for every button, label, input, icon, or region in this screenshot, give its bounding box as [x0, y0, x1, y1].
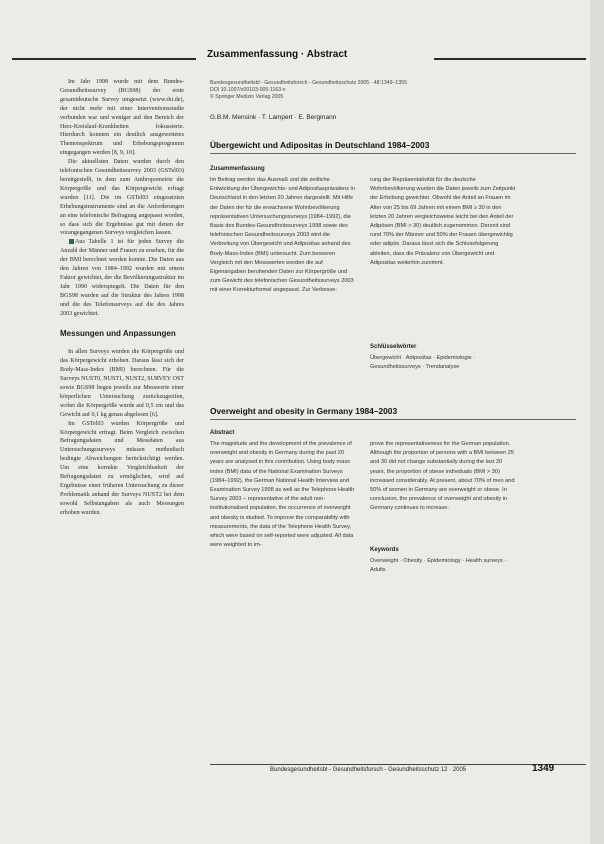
footer-rule — [210, 764, 586, 765]
keywords-label-german: Schlüsselwörter — [370, 344, 417, 350]
copyright-line: © Springer Medizin Verlag 2005 — [210, 94, 284, 100]
page-edge-shadow — [590, 0, 604, 844]
section-header-title: Zusammenfassung · Abstract — [205, 49, 429, 60]
body-paragraph-text: Aus Tabelle 1 ist für jeden Survey die Anzahl der Männer und Frauen zu ersehen, für die der BMI berechnet werden konnte. Die Daten aus den Jahren von 1984–1992 wurden mit einem Faktor gewichtet, der die Bevölkerungsstruktur im Jahr 1990 widerspiegelt. Die Daten für den BGS98 wurden auf die Struktur des Jahres 1998 und die des Telefonsurveys auf die des Jahres 2003 gewichtet. — [60, 239, 184, 317]
article-title-german: Übergewicht und Adipositas in Deutschland 1984–2003 — [210, 140, 430, 150]
body-paragraph — [60, 238, 184, 318]
abstract-text-column-1: The magnitude and the development of the prevalence of overweight and obesity in Germany during the past 20 years are analysed in this contribution. Using body mass index (BMI) data of the National Examination Surveys (1984–1992), the German National Health Interview and Examination Survey 1998 as well as the Telephone Health Survey 2003 – representative of the adult non-institutionalised population, the occurrence of overweight and obesity is studied. To improve the comparability with measurements, the data of the Telephone Health Survey, which were based on self-reported were adjusted. All data were weighted to im- — [210, 441, 355, 549]
keywords-english: Overweight · Obesity · Epidemiology · Health surveys · Adults — [370, 558, 507, 573]
section-heading: Messungen und Anpassungen — [60, 329, 176, 339]
keywords-german: Übergewicht · Adipositas · Epidemiologie · Gesundheitssurveys · Trendanalyse — [370, 355, 476, 370]
body-paragraph: Im GSTel03 wurden Körpergröße und Körpergewicht erfragt. Beim Vergleich zwischen Befragungsdaten und Messdaten aus Untersuchungssurveys müssen methodisch bedingte Abweichungen berücksichtigt werden. Um eine korrekte Vergleichbarkeit der Befragungsdaten zu ermöglichen, wird auf Ergebnisse einer früheren Untersuchung zu dieser Problematik anhand der Surveys NUST2 bei dem sowohl Selbstangaben als auch Messungen erhoben wurden. — [60, 420, 184, 516]
summary-text-column-2: rung der Repräsentativität für die deutsche Wohnbevölkerung wurden die Daten jeweils zum Zeitpunkt der Erhebung gewichtet. Obwohl der Anteil an Frauen im Alter von 25 bis 69 Jahren mit einem BMI ≥ 30 in den letzten 20 Jahren vergleichsweise leicht bei den Anteil der Adipösen (BMI > 30) deutlich zugenommen. Derzeit sind rund 70% der Männer und 50% der Frauen übergewichtig oder adipös. Daraus lässt sich die Schlussfolgerung ableiten, dass die Prävalenz von Übergewicht und Adipositas weiterhin zunimmt. — [370, 177, 516, 266]
abstract-label: Abstract — [210, 430, 235, 436]
keywords-label-english: Keywords — [370, 547, 399, 553]
abstract-text-column-2: prove the representativeness for the German population. Although the proportion of persons with a BMI between 25 and 30 did not change substantially during the last 20 years, the proportion of obese individuals (BMI > 30) increased considerably. At present, about 70% of men and 50% of women in Germany are overweight or obese. In conclusion, the prevalence of overweight and obesity in Germany continues to increase. — [370, 441, 515, 512]
page-number: 1349 — [532, 763, 555, 774]
body-paragraph: Die aktuellsten Daten wurden durch den telefonischen Gesundheitssurvey 2003 (GSTel03) bereitgestellt, in dem zum Anthropometrie die Körpergröße und das Körpergewicht erfragt wurden [11]. Die im GSTel03 eingesetzten Erhebungsinstrumente sind an die Anforderungen an eine telefonische Befragung angepasst worden, so dass sich die Ergebnisse gut mit denen der vorangegangenen Surveys vergleichen lassen. — [60, 159, 184, 237]
article-metadata — [210, 80, 470, 101]
article-authors: G.B.M. Mensink · T. Lampert · E. Bergmann — [210, 114, 337, 121]
table-reference-icon — [69, 239, 74, 244]
left-body-column — [60, 78, 184, 518]
footer-journal-name: Bundesgesundheitsbl - Gesundheitsforsch - Gesundheitsschutz 12 · 2005 — [270, 767, 467, 773]
body-paragraph: In allen Surveys wurden die Körpergröße und das Körpergewicht erhoben. Daraus lässt sich der Body-Mass-Index (BMI) berechnen. Für die Surveys NUST0, NUST1, NUST2, SURVEY OST sowie BGS98 liegen jeweils zur Messwerte einer körperlichen Untersuchung zurückzugreifen, wobei die Körpergröße wurde auf 0,5 cm und das Gewicht auf 0,1 kg genau abgelesen [6]. — [60, 349, 184, 418]
body-paragraph: Im Jahr 1998 wurde mit dem Bundes-Gesundheitssurvey (BGS98) der erste gesamtdeutsche Survey umgesetzt (www.rki.de), der nicht mehr mit einer Interventionsstudie verbunden war und weniger auf den Bereich der Herz-Kreislauf-Krankheiten fokussierte. Hierdurch konnten ein deutlich ausgeweitetes Themenspektrum und Erhebungsprogramm eingegangen werden [8, 9, 10]. — [60, 79, 184, 157]
title-rule — [210, 419, 576, 420]
doi-line: DOI 10.1007/s00103-005-1163-x — [210, 87, 286, 93]
title-rule — [210, 153, 576, 154]
summary-text-column-1: Im Beitrag werden das Ausmaß und die zeitliche Entwicklung der Übergewichts- und Adipositasprävalenz in Deutschland in den letzten 20 Jahren dargestellt. Mit Hilfe der Daten der für die erwachsene Wohnbevölkerung repräsentativen Untersuchungssurveys (1984–1992), die Basis des Bundes-Gesundheitssurveys 1998 sowie des telefonischen Gesundheitssurveys 2003 wird die Verbreitung von Übergewicht und Adipositas anhand des Body-Mass-Index (BMI) untersucht. Zum besseren Vergleich mit den Messwerten werden die auf Eigenangaben beruhenden Daten zur Körpergröße und zum Gewicht des telefonischen Gesundheitssurveys 2003 mit einer Korrekturformel angepasst. Zur Verbesse- — [210, 177, 355, 294]
article-title-english: Overweight and obesity in Germany 1984–2003 — [210, 406, 398, 416]
summary-label: Zusammenfassung — [210, 166, 265, 172]
citation-line: Bundesgesundheitsbl - Gesundheitsforsch - Gesundheitsschutz 2005 · 48:1349–1355 — [210, 80, 407, 86]
